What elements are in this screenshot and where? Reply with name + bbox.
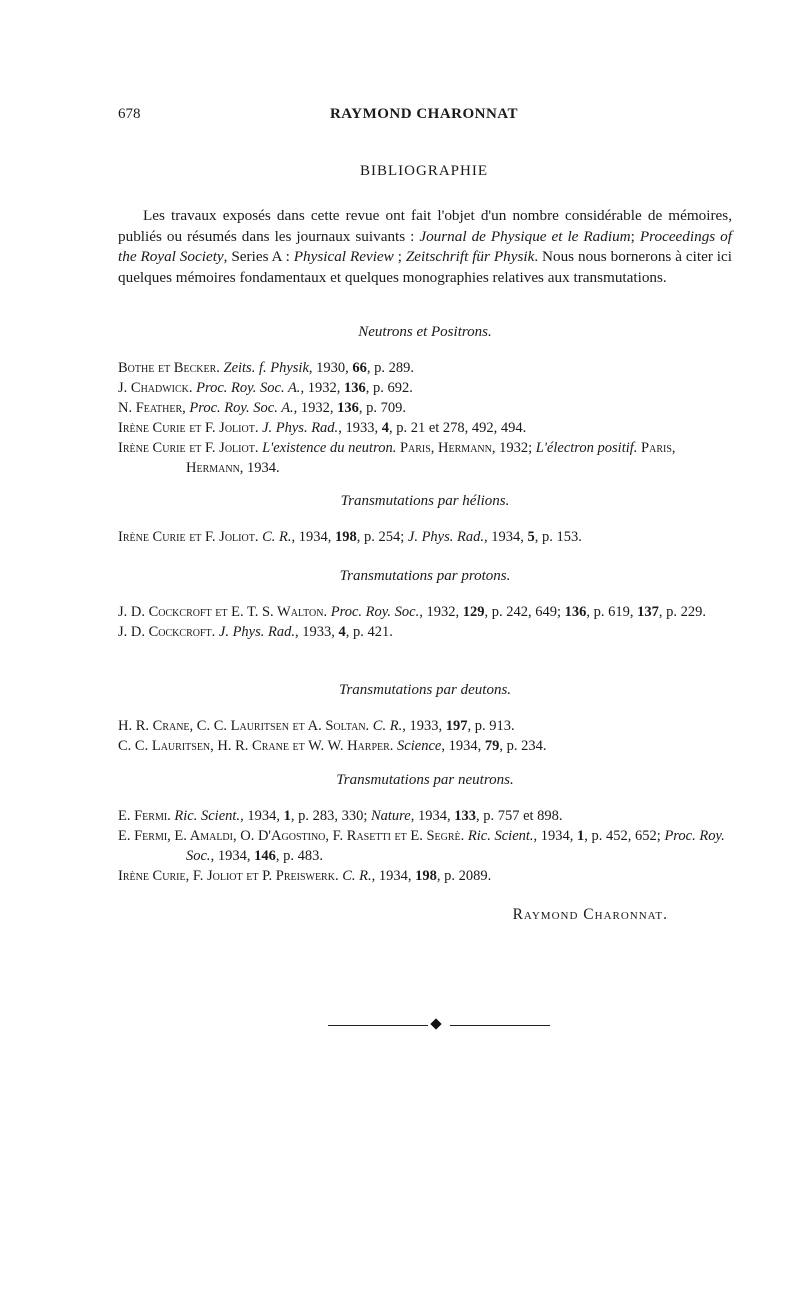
entry-journal: J. Phys. Rad. <box>262 420 339 436</box>
entry-journal: Zeits. f. Physik <box>223 360 309 376</box>
bibliography-title: BIBLIOGRAPHIE <box>360 163 488 179</box>
entry-pages: , p. 757 et 898. <box>475 808 563 824</box>
intro-paragraph <box>118 206 732 288</box>
entry-volume: 66 <box>352 360 367 376</box>
entry-journal: J. Phys. Rad. <box>218 624 295 640</box>
journal-name: Proceedings of the Royal Society <box>118 227 733 265</box>
entry-pages: , p. 619, <box>586 604 638 620</box>
entry-volume: 5 <box>527 529 535 545</box>
entry-journal: L'existence du neutron. <box>262 440 397 456</box>
entry-journal: Proc. Roy. Soc. <box>186 828 725 864</box>
bibliography-entry <box>118 602 732 622</box>
entry-year: , 1934, <box>371 868 416 884</box>
section-neutrons-positrons <box>118 322 732 478</box>
journal-name: Journal de Physique et le Radium <box>419 227 631 245</box>
entry-year: , 1932, <box>419 604 463 620</box>
entry-journal: C. R. <box>262 529 292 545</box>
entry-journal: C. R. <box>342 868 372 884</box>
entry-pages: , p. 254; <box>356 529 408 545</box>
entry-pages: , p. 229. <box>658 604 706 620</box>
entry-authors: C. C. Lauritsen, H. R. Crane et W. W. Harper. <box>118 738 394 754</box>
entry-authors: N. Feather, <box>118 400 186 416</box>
entry-journal: C. R. <box>372 718 403 734</box>
bibliography-entry <box>118 866 732 886</box>
entry-year: , 1934, <box>291 529 335 545</box>
entry-publisher: Paris, Hermann, 1934. <box>186 440 676 476</box>
entry-year: , 1934, <box>484 529 528 545</box>
entry-journal: Nature <box>370 808 411 824</box>
entry-volume: 4 <box>381 420 389 436</box>
entry-pages: , p. 2089. <box>436 868 492 884</box>
entry-pages: , p. 709. <box>358 400 407 416</box>
entry-pages: , p. 289. <box>366 360 415 376</box>
entry-volume: 1 <box>283 808 291 824</box>
section-heading: Transmutations par neutrons. <box>336 772 514 788</box>
intro-text: . Nous nous bornerons à citer ici quelques mémoires fondamentaux et quelques monographies relatives aux transmutations. <box>118 248 732 286</box>
section-deutons <box>118 680 732 756</box>
entry-year: , 1932, <box>300 380 344 396</box>
section-heading: Transmutations par hélions. <box>340 493 510 509</box>
diamond-ornament-icon <box>430 1018 441 1029</box>
entry-authors: Irène Curie, F. Joliot et P. Preiswerk. <box>118 868 339 884</box>
entry-pages: , p. 483. <box>275 848 323 864</box>
running-title: RAYMOND CHARONNAT <box>329 106 519 122</box>
entry-pages: , p. 21 et 278, 492, 494. <box>388 420 527 436</box>
entry-volume: 1 <box>577 828 585 844</box>
entry-authors: E. Fermi. <box>118 808 171 824</box>
entry-authors: Irène Curie et F. Joliot. <box>118 440 259 456</box>
entry-authors: J. D. Cockcroft. <box>118 624 216 640</box>
bibliography-entry <box>118 438 732 478</box>
entry-journal: L'électron positif. <box>535 440 638 456</box>
entry-pages: , p. 242, 649; <box>484 604 565 620</box>
end-ornament <box>328 1018 550 1032</box>
entry-year: , 1933, <box>338 420 382 436</box>
intro-text: ; <box>393 248 406 265</box>
journal-name: Zeitschrift für Physik <box>405 248 535 265</box>
entry-pages: , p. 452, 652; <box>584 828 665 844</box>
entry-journal: Ric. Scient. <box>174 808 241 824</box>
author-signature: Raymond Charonnat. <box>512 906 668 923</box>
bibliography-entry <box>118 378 732 398</box>
entry-authors: J. Chadwick. <box>118 380 193 396</box>
intro-text: Les travaux exposés dans cette revue ont fait l'objet d'un nombre considérable de mémoires, publiés ou résumés dans les journaux suivants : <box>118 207 732 245</box>
entry-volume: 133 <box>454 808 476 824</box>
entry-authors: E. Fermi, E. Amaldi, O. D'Agostino, F. Rasetti et E. Segrè. <box>118 828 465 844</box>
section-protons <box>118 566 732 642</box>
entry-year: , 1930, <box>308 360 353 376</box>
entry-year: , 1934, <box>410 808 455 824</box>
section-heading: Transmutations par deutons. <box>338 682 512 698</box>
entry-journal: Proc. Roy. Soc. A. <box>189 400 294 416</box>
entry-journal: Ric. Scient. <box>467 828 534 844</box>
entry-authors: J. D. Cockcroft et E. T. S. Walton. <box>118 604 328 620</box>
intro-text: ; <box>630 227 640 245</box>
entry-volume: 197 <box>445 718 468 734</box>
bibliography-entry <box>118 622 732 642</box>
bibliography-entry <box>118 527 732 547</box>
intro-text: , Series A : <box>223 248 294 265</box>
running-header <box>118 106 730 128</box>
entry-volume: 136 <box>564 604 587 620</box>
entry-pages: , p. 153. <box>534 529 582 545</box>
entry-year: , 1934, <box>210 848 255 864</box>
bibliography-entry <box>118 716 732 736</box>
entry-journal: Science <box>397 738 442 754</box>
entry-volume: 79 <box>484 738 500 754</box>
journal-name: Physical Review <box>293 248 394 265</box>
entry-pages: , p. 283, 330; <box>290 808 371 824</box>
entry-volume: 198 <box>415 868 437 884</box>
entry-journal: Proc. Roy. Soc. A. <box>196 380 301 396</box>
entry-journal: J. Phys. Rad. <box>407 529 484 545</box>
entry-volume: 146 <box>254 848 276 864</box>
entry-year: , 1932, <box>293 400 338 416</box>
entry-volume: 4 <box>338 624 346 640</box>
entry-authors: Bothe et Becker. <box>118 360 220 376</box>
ornament-rule-left <box>328 1025 428 1026</box>
entry-pages: , p. 692. <box>365 380 413 396</box>
entry-volume: 129 <box>462 604 485 620</box>
entry-pages: , p. 421. <box>345 624 393 640</box>
bibliography-entry <box>118 358 732 378</box>
entry-volume: 198 <box>334 529 357 545</box>
entry-publisher: Paris, Hermann, 1932; <box>396 440 536 456</box>
entry-year: , 1934, <box>533 828 578 844</box>
ornament-rule-right <box>450 1025 550 1026</box>
page-number: 678 <box>118 106 141 122</box>
bibliography-entry <box>118 398 732 418</box>
entry-year: , 1934, <box>441 738 485 754</box>
section-neutrons <box>118 770 732 886</box>
bibliography-entry <box>118 736 732 756</box>
entry-pages: , p. 913. <box>467 718 515 734</box>
entry-year: , 1933, <box>295 624 339 640</box>
section-heading: Transmutations par protons. <box>339 568 511 584</box>
bibliography-entry <box>118 418 732 438</box>
entry-journal: Proc. Roy. Soc. <box>330 604 420 620</box>
entry-year: , 1933, <box>402 718 446 734</box>
bibliography-entry <box>118 806 732 826</box>
entry-pages: , p. 234. <box>499 738 547 754</box>
section-heading: Neutrons et Positrons. <box>358 324 492 340</box>
bibliography-entry <box>118 826 732 866</box>
entry-authors: Irène Curie et F. Joliot. <box>118 420 259 436</box>
entry-year: , 1934, <box>240 808 284 824</box>
section-helions <box>118 491 732 547</box>
entry-volume: 136 <box>337 400 359 416</box>
entry-volume: 137 <box>637 604 659 620</box>
entry-volume: 136 <box>343 380 366 396</box>
entry-authors: H. R. Crane, C. C. Lauritsen et A. Soltan. <box>118 718 370 734</box>
entry-authors: Irène Curie et F. Joliot. <box>118 529 259 545</box>
